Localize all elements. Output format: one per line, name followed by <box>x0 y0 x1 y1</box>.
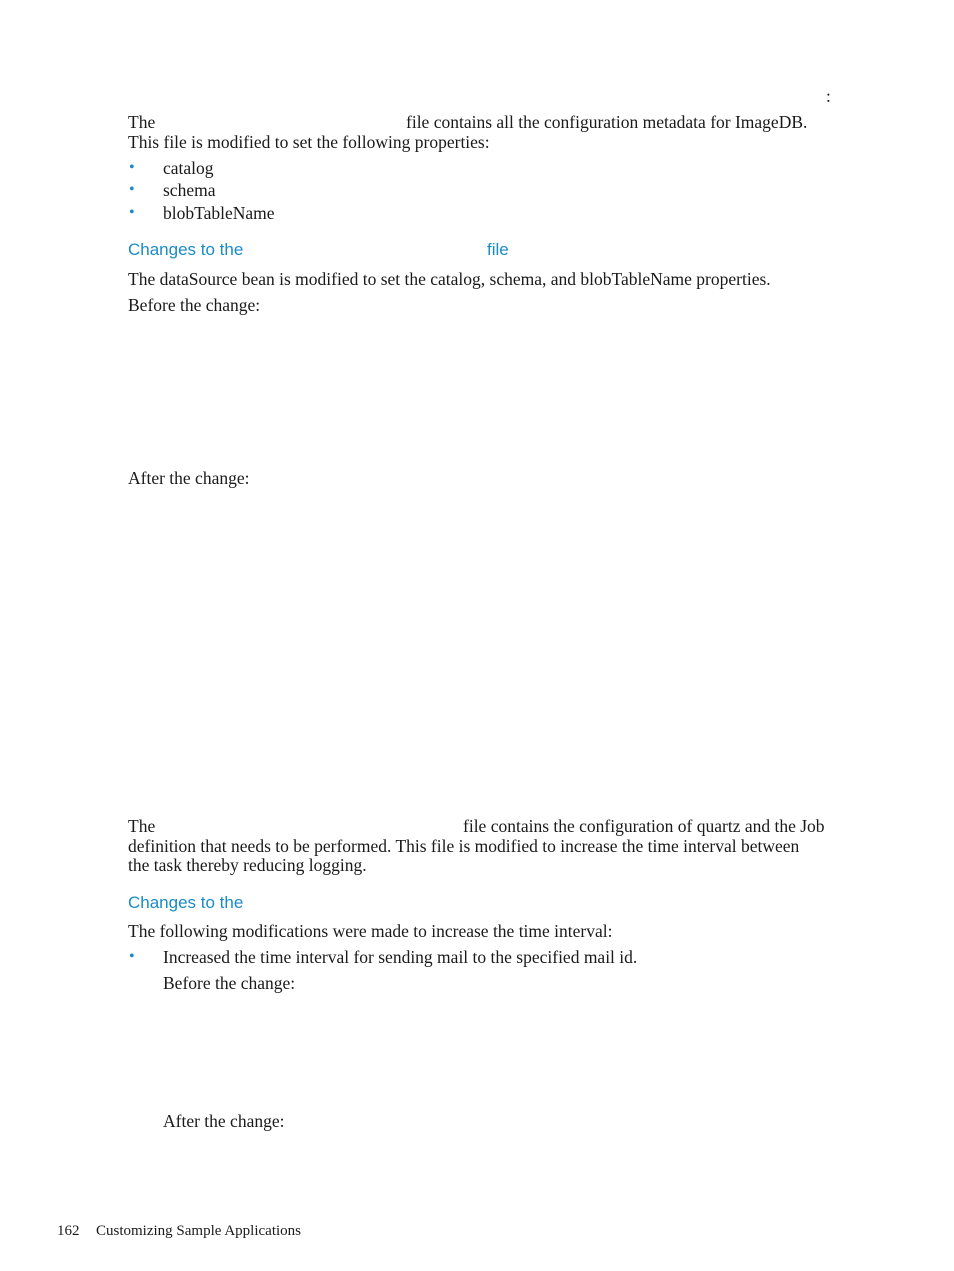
section2-para-start: The <box>128 816 156 836</box>
section1-heading-start: Changes to the <box>128 240 244 259</box>
section2-para-line2: definition that needs to be performed. This file is modified to increase the time interval between <box>128 836 800 856</box>
bullet-dot-icon: • <box>129 948 135 965</box>
section1-heading-end: file <box>487 240 509 259</box>
footer-page-number: 162 <box>57 1223 80 1239</box>
section2-after-label: After the change: <box>163 1111 285 1131</box>
bullet-blobtablename: blobTableName <box>163 203 275 223</box>
section1-para-start: The <box>128 112 156 132</box>
section1-body: The dataSource bean is modified to set the catalog, schema, and blobTableName properties. <box>128 269 771 289</box>
section2-para-end: file contains the configuration of quartz and the Job <box>463 816 825 836</box>
section1-before-label: Before the change: <box>128 295 261 315</box>
footer-chapter: Customizing Sample Applications <box>96 1223 301 1239</box>
section2-para-line3: the task thereby reducing logging. <box>128 855 367 875</box>
section2-before-label: Before the change: <box>163 973 296 993</box>
section2-body: The following modifications were made to increase the time interval: <box>128 921 613 941</box>
bullet-dot-icon: • <box>129 159 135 176</box>
section1-para-line2: This file is modified to set the following properties: <box>128 132 490 152</box>
stray-colon: : <box>826 86 831 106</box>
bullet-dot-icon: • <box>129 204 135 221</box>
section2-heading: Changes to the <box>128 893 244 912</box>
section2-bullet: Increased the time interval for sending mail to the specified mail id. <box>163 947 638 967</box>
section1-after-label: After the change: <box>128 468 250 488</box>
bullet-catalog: catalog <box>163 158 214 178</box>
bullet-schema: schema <box>163 180 216 200</box>
bullet-dot-icon: • <box>129 181 135 198</box>
section1-para-end: file contains all the configuration metadata for ImageDB. <box>406 112 808 132</box>
